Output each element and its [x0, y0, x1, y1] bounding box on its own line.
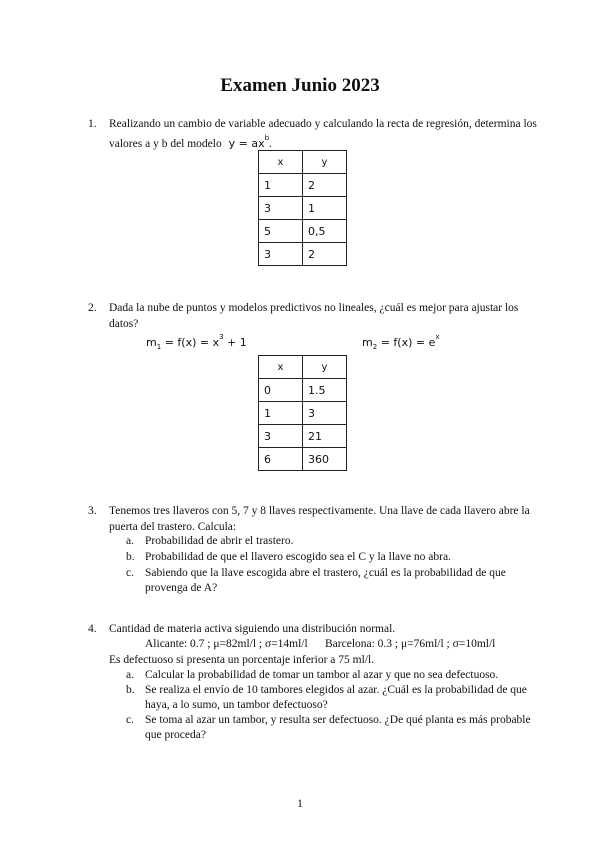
q2-number: 2.	[88, 302, 97, 314]
m1-exp: 3	[219, 333, 224, 341]
q3-number: 3.	[88, 505, 97, 517]
m1-sub: 1	[156, 343, 162, 351]
q2-line2: datos?	[109, 318, 139, 330]
table-cell: 1.5	[303, 379, 347, 402]
q1-model-end: .	[269, 138, 272, 150]
q1-line2-text: valores a y b del modelo	[109, 138, 222, 150]
table-row	[259, 243, 347, 266]
q4-barcelona: Barcelona: 0.3 ; μ=76ml/l ; σ=10ml/l	[325, 638, 496, 650]
q1-line1: Realizando un cambio de variable adecuado y calculando la recta de regresión, determina los	[109, 118, 537, 130]
q2-header-x: x	[259, 356, 303, 379]
q2-table	[258, 355, 347, 471]
table-header-row	[259, 356, 347, 379]
m1-symbol: m	[146, 336, 157, 349]
table-cell: 360	[303, 448, 347, 471]
table-cell: 6	[259, 448, 303, 471]
m2-eq: = f(x) = e	[380, 336, 436, 349]
q1-header-y: y	[303, 151, 347, 174]
q4-item-a: Calcular la probabilidad de tomar un tambor al azar y que no sea defectuoso.	[145, 669, 499, 681]
q4-alicante: Alicante: 0.7 ; μ=82ml/l ; σ=14ml/l	[145, 638, 308, 650]
q1-table	[258, 150, 347, 266]
table-row	[259, 448, 347, 471]
q2-line1: Dada la nube de puntos y modelos predictivos no lineales, ¿cuál es mejor para ajustar los	[109, 302, 519, 314]
table-row	[259, 402, 347, 425]
q4-item-c: Se toma al azar un tambor, y resulta ser defectuoso. ¿De qué planta es más probable	[145, 714, 531, 726]
q1-model-exp: b	[264, 134, 270, 142]
table-row	[259, 197, 347, 220]
page-number: 1	[297, 796, 303, 810]
table-cell: 1	[303, 197, 347, 220]
table-row	[259, 220, 347, 243]
q1-model	[228, 134, 270, 150]
table-cell: 21	[303, 425, 347, 448]
q4-number: 4.	[88, 623, 97, 635]
q4-item-b: Se realiza el envío de 10 tambores elegidos al azar. ¿Cuál es la probabilidad de que	[145, 684, 527, 696]
table-cell: 3	[259, 243, 303, 266]
table-cell: 3	[303, 402, 347, 425]
table-header-row	[259, 151, 347, 174]
q1-model-base: y = ax	[228, 137, 265, 150]
q1-header-x: x	[259, 151, 303, 174]
table-row	[259, 425, 347, 448]
q3-line1: Tenemos tres llaveros con 5, 7 y 8 llaves respectivamente. Una llave de cada llavero abre la	[109, 505, 530, 517]
q4-line3: Es defectuoso si presenta un porcentaje inferior a 75 ml/l.	[109, 654, 375, 666]
table-row	[259, 379, 347, 402]
table-cell: 2	[303, 174, 347, 197]
m2-sub: 2	[372, 343, 378, 351]
q4-item-b-label: b.	[126, 684, 135, 696]
m1-tail: + 1	[223, 336, 247, 349]
model-m2	[362, 333, 440, 351]
q3-item-b: Probabilidad de que el llavero escogido sea el C y la llave no abra.	[145, 551, 451, 563]
table-cell: 0	[259, 379, 303, 402]
table-cell: 1	[259, 402, 303, 425]
table-row	[259, 174, 347, 197]
table-cell: 2	[303, 243, 347, 266]
table-cell: 3	[259, 197, 303, 220]
q4-line1: Cantidad de materia activa siguiendo una distribución normal.	[109, 623, 396, 635]
q3-item-a: Probabilidad de abrir el trastero.	[145, 535, 294, 547]
q3-item-a-label: a.	[126, 535, 134, 547]
table-cell: 3	[259, 425, 303, 448]
q3-line2: puerta del trastero. Calcula:	[109, 521, 237, 533]
m2-exp: x	[435, 333, 440, 341]
table-cell: 1	[259, 174, 303, 197]
m1-eq: = f(x) = x	[164, 336, 220, 349]
q4-item-b-line2: haya, a lo sumo, un tambor defectuoso?	[145, 699, 328, 711]
table-cell: 5	[259, 220, 303, 243]
q3-item-c-label: c.	[126, 567, 134, 579]
q4-item-c-label: c.	[126, 714, 134, 726]
q2-header-y: y	[303, 356, 347, 379]
q3-item-c-line2: provenga de A?	[145, 582, 218, 594]
q3-item-c: Sabiendo que la llave escogida abre el trastero, ¿cuál es la probabilidad de que	[145, 567, 506, 579]
model-m1	[146, 333, 247, 351]
q4-item-a-label: a.	[126, 669, 134, 681]
m2-symbol: m	[362, 336, 373, 349]
table-cell: 0,5	[303, 220, 347, 243]
page-title: Examen Junio 2023	[220, 75, 380, 96]
q1-line2	[109, 136, 272, 153]
q4-item-c-line2: que proceda?	[145, 729, 206, 741]
q1-number: 1.	[88, 118, 97, 130]
q3-item-b-label: b.	[126, 551, 135, 563]
